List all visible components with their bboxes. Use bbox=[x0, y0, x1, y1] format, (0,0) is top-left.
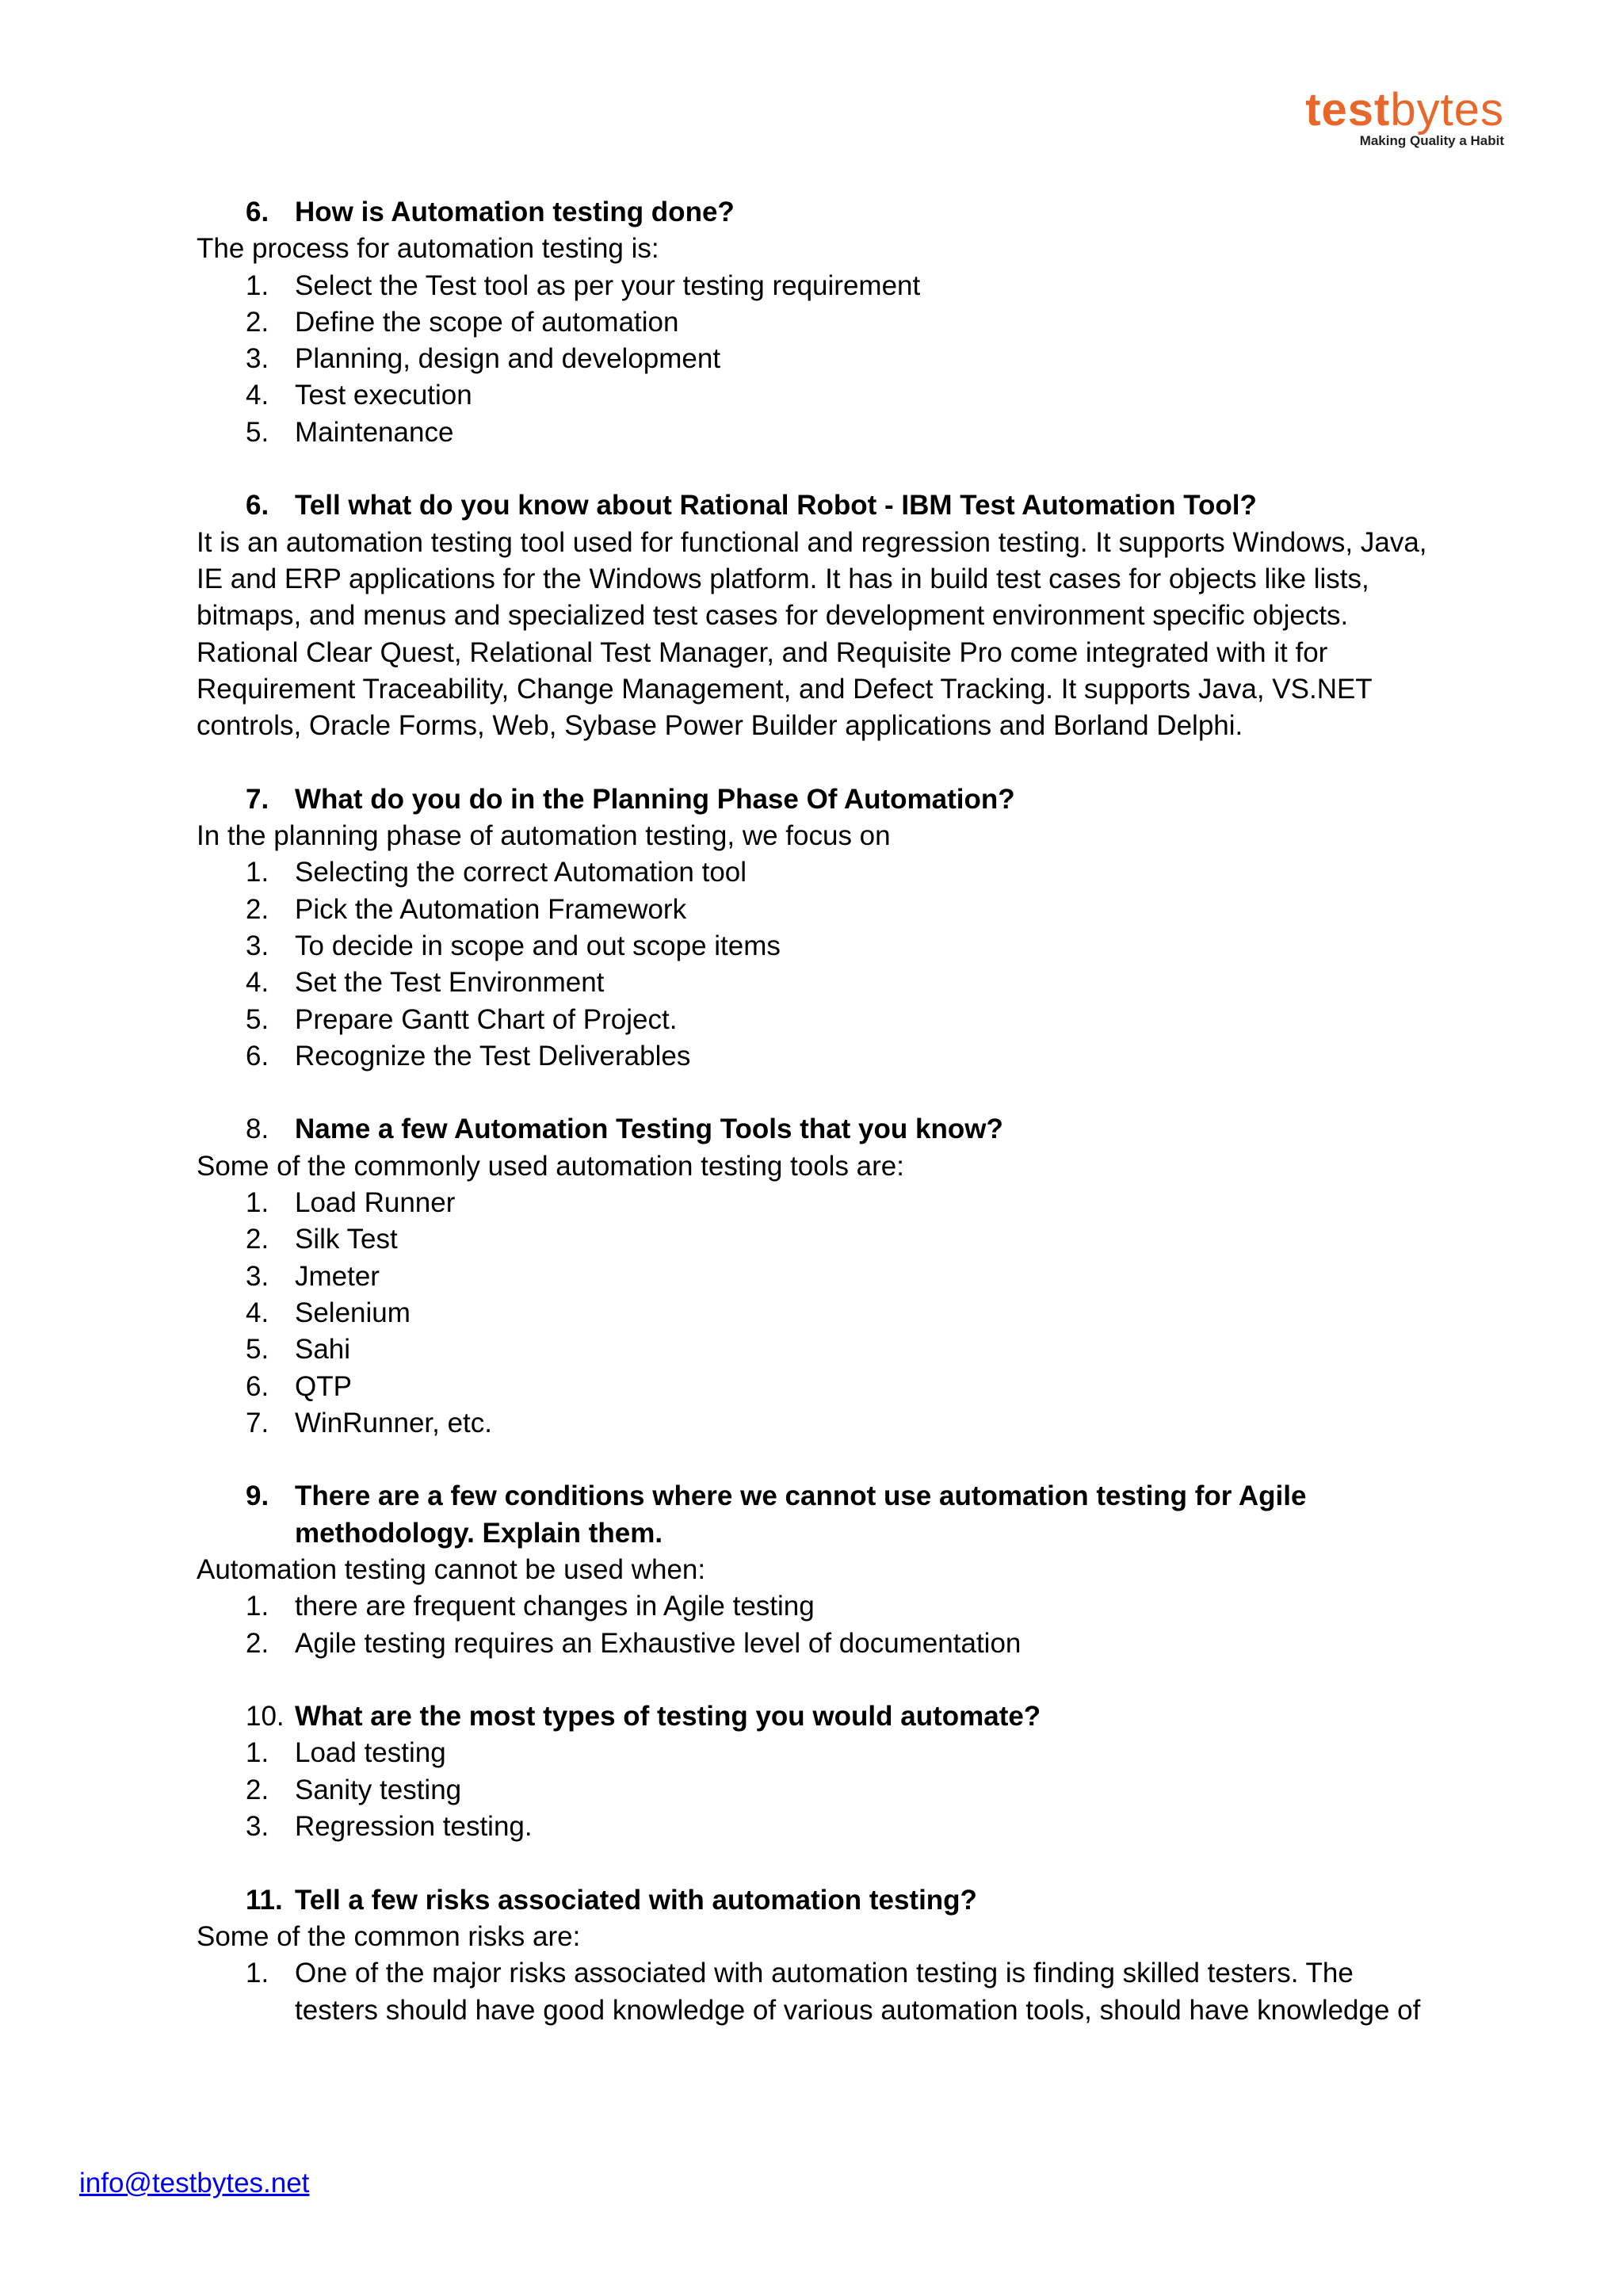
testbytes-logo bbox=[1305, 84, 1504, 149]
answer-intro: The process for automation testing is: bbox=[197, 233, 659, 265]
list-item: 1. One of the major risks associated with automation testing is finding skilled testers. The bbox=[246, 1958, 1354, 1989]
list-item: 3. Regression testing. bbox=[246, 1811, 533, 1843]
list-item: 2. Sanity testing bbox=[246, 1774, 462, 1805]
question-heading bbox=[197, 1111, 1496, 1148]
question-number: 7. bbox=[246, 783, 269, 815]
list-item: 3. Jmeter bbox=[246, 1260, 380, 1292]
list-item: 4. Test execution bbox=[246, 380, 472, 411]
question-number: 9. bbox=[246, 1480, 269, 1512]
answer-line: controls, Oracle Forms, Web, Sybase Power Builder applications and Borland Delphi. bbox=[197, 710, 1243, 742]
question-heading bbox=[197, 1882, 1496, 1919]
question-number: 6. bbox=[246, 490, 269, 521]
list-item: 2. Pick the Automation Framework bbox=[246, 893, 687, 925]
answer-line: Requirement Traceability, Change Management, and Defect Tracking. It supports Java, VS.NET bbox=[197, 673, 1373, 705]
list-item: 1. Select the Test tool as per your testing requirement bbox=[246, 269, 921, 301]
document-body bbox=[197, 194, 1496, 2029]
answer-intro: Some of the common risks are: bbox=[197, 1920, 581, 1952]
answer-line: bitmaps, and menus and specialized test cases for development environment specific objects. bbox=[197, 600, 1349, 632]
list-item: 1. there are frequent changes in Agile testing bbox=[246, 1591, 815, 1622]
question-text: How is Automation testing done? bbox=[295, 197, 735, 227]
list-item: 3. To decide in scope and out scope items bbox=[246, 930, 781, 961]
question-text: There are a few conditions where we cannot use automation testing for Agile bbox=[295, 1480, 1307, 1512]
question-heading bbox=[197, 487, 1496, 524]
logo-tagline: Making Quality a Habit bbox=[1359, 133, 1504, 148]
answer-line: IE and ERP applications for the Windows platform. It has in build test cases for objects like lists, bbox=[197, 563, 1369, 594]
list-item: 1. Selecting the correct Automation tool bbox=[246, 857, 747, 888]
list-item: 5. Prepare Gantt Chart of Project. bbox=[246, 1003, 678, 1035]
question-text: Tell what do you know about Rational Robot - IBM Test Automation Tool? bbox=[295, 490, 1257, 521]
list-item: 1. Load Runner bbox=[246, 1187, 456, 1219]
question-text: What do you do in the Planning Phase Of Automation? bbox=[295, 783, 1015, 815]
question-heading bbox=[197, 1478, 1496, 1515]
question-number: 8. bbox=[246, 1114, 269, 1145]
answer-intro: In the planning phase of automation testing, we focus on bbox=[197, 820, 891, 852]
list-item: 4. Set the Test Environment bbox=[246, 967, 605, 999]
email-link[interactable]: info@testbytes.net bbox=[79, 2168, 310, 2199]
list-item: 2. Silk Test bbox=[246, 1224, 398, 1255]
list-item: 7. WinRunner, etc. bbox=[246, 1407, 492, 1438]
question-heading bbox=[197, 1698, 1496, 1735]
answer-intro: Automation testing cannot be used when: bbox=[197, 1553, 706, 1585]
logo-wordmark: testbytes bbox=[1305, 84, 1504, 136]
list-item: 6. Recognize the Test Deliverables bbox=[246, 1040, 691, 1072]
list-item: 5. Maintenance bbox=[246, 416, 454, 448]
answer-line: It is an automation testing tool used for functional and regression testing. It supports Windows, Java, bbox=[197, 526, 1427, 558]
list-item: 6. QTP bbox=[246, 1370, 352, 1402]
question-number: 10. bbox=[246, 1701, 285, 1733]
question-heading-continued bbox=[197, 1515, 1496, 1552]
question-number: 11. bbox=[246, 1884, 283, 1916]
list-item: 2. Define the scope of automation bbox=[246, 306, 679, 338]
footer bbox=[79, 2168, 309, 2199]
question-number: 6. bbox=[246, 197, 269, 227]
question-heading bbox=[197, 781, 1496, 818]
list-item: 3. Planning, design and development bbox=[246, 343, 721, 375]
list-item-continued: testers should have good knowledge of various automation tools, should have knowledge of bbox=[295, 1994, 1421, 2026]
answer-intro: Some of the commonly used automation testing tools are: bbox=[197, 1150, 904, 1182]
question-text: What are the most types of testing you would automate? bbox=[295, 1701, 1041, 1733]
list-item: 2. Agile testing requires an Exhaustive level of documentation bbox=[246, 1627, 1022, 1659]
list-item: 5. Sahi bbox=[246, 1334, 351, 1366]
question-heading bbox=[197, 194, 1496, 231]
question-text: Tell a few risks associated with automation testing? bbox=[295, 1884, 977, 1916]
list-item: 1. Load testing bbox=[246, 1737, 446, 1769]
list-item: 4. Selenium bbox=[246, 1297, 411, 1328]
question-text: methodology. Explain them. bbox=[295, 1517, 663, 1549]
answer-line: Rational Clear Quest, Relational Test Manager, and Requisite Pro come integrated with it for bbox=[197, 636, 1328, 668]
question-text: Name a few Automation Testing Tools that you know? bbox=[295, 1114, 1003, 1145]
